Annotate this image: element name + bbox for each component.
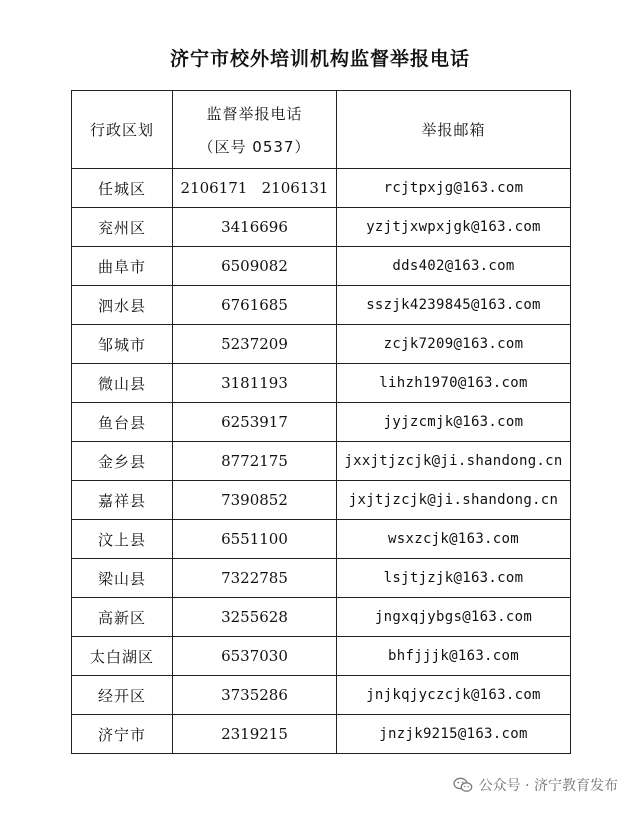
- email-cell: jxjtjzcjk@ji.shandong.cn: [337, 481, 571, 520]
- table-body: [72, 169, 571, 754]
- phone-cell: 3735286: [173, 676, 337, 715]
- report-phone-table: [71, 90, 571, 754]
- email-cell: bhfjjjk@163.com: [337, 637, 571, 676]
- district-cell: 经开区: [72, 676, 173, 715]
- table-row: [72, 481, 571, 520]
- email-cell: sszjk4239845@163.com: [337, 286, 571, 325]
- table-row: [72, 403, 571, 442]
- email-cell: wsxzcjk@163.com: [337, 520, 571, 559]
- phone-cell: 7390852: [173, 481, 337, 520]
- phone-cell: 7322785: [173, 559, 337, 598]
- email-cell: jyjzcmjk@163.com: [337, 403, 571, 442]
- district-cell: 梁山县: [72, 559, 173, 598]
- phone-cell: 6537030: [173, 637, 337, 676]
- district-cell: 嘉祥县: [72, 481, 173, 520]
- email-cell: rcjtpxjg@163.com: [337, 169, 571, 208]
- phone-cell: 3416696: [173, 208, 337, 247]
- district-cell: 泗水县: [72, 286, 173, 325]
- district-cell: 太白湖区: [72, 637, 173, 676]
- header-area-code: （区号 0537）: [198, 137, 311, 156]
- phone-cell: 6253917: [173, 403, 337, 442]
- email-cell: yzjtjxwpxjgk@163.com: [337, 208, 571, 247]
- district-cell: 微山县: [72, 364, 173, 403]
- table-row: [72, 364, 571, 403]
- wechat-icon: [453, 777, 473, 793]
- phone-cell: 2319215: [173, 715, 337, 754]
- email-cell: lihzh1970@163.com: [337, 364, 571, 403]
- phone-cell: 2106171 2106131: [173, 169, 337, 208]
- district-cell: 曲阜市: [72, 247, 173, 286]
- table-row: [72, 208, 571, 247]
- phone-cell: 8772175: [173, 442, 337, 481]
- header-phone-label: 监督举报电话: [206, 104, 303, 123]
- table-row: [72, 169, 571, 208]
- header-district: 行政区划: [72, 91, 173, 169]
- email-cell: jnjkqjyczcjk@163.com: [337, 676, 571, 715]
- watermark-text: 公众号 · 济宁教育发布: [478, 778, 618, 794]
- table-header-row: [72, 91, 571, 169]
- phone-cell: 3181193: [173, 364, 337, 403]
- table-row: [72, 637, 571, 676]
- watermark: [453, 775, 618, 795]
- email-cell: zcjk7209@163.com: [337, 325, 571, 364]
- table-row: [72, 598, 571, 637]
- email-cell: lsjtjzjk@163.com: [337, 559, 571, 598]
- document-title: 济宁市校外培训机构监督举报电话: [169, 48, 470, 70]
- district-cell: 邹城市: [72, 325, 173, 364]
- email-cell: jxxjtjzcjk@ji.shandong.cn: [337, 442, 571, 481]
- district-cell: 汶上县: [72, 520, 173, 559]
- table-row: [72, 676, 571, 715]
- district-cell: 金乡县: [72, 442, 173, 481]
- district-cell: 兖州区: [72, 208, 173, 247]
- district-cell: 济宁市: [72, 715, 173, 754]
- table-row: [72, 247, 571, 286]
- phone-cell: 3255628: [173, 598, 337, 637]
- district-cell: 高新区: [72, 598, 173, 637]
- email-cell: dds402@163.com: [337, 247, 571, 286]
- phone-cell: 6509082: [173, 247, 337, 286]
- header-phone: [173, 91, 337, 169]
- table-row: [72, 286, 571, 325]
- table-row: [72, 520, 571, 559]
- email-cell: jnzjk9215@163.com: [337, 715, 571, 754]
- header-email: 举报邮箱: [337, 91, 571, 169]
- table-row: [72, 325, 571, 364]
- district-cell: 鱼台县: [72, 403, 173, 442]
- email-cell: jngxqjybgs@163.com: [337, 598, 571, 637]
- table-row: [72, 559, 571, 598]
- phone-cell: 5237209: [173, 325, 337, 364]
- phone-cell: 6551100: [173, 520, 337, 559]
- table-row: [72, 715, 571, 754]
- phone-cell: 6761685: [173, 286, 337, 325]
- table-row: [72, 442, 571, 481]
- district-cell: 任城区: [72, 169, 173, 208]
